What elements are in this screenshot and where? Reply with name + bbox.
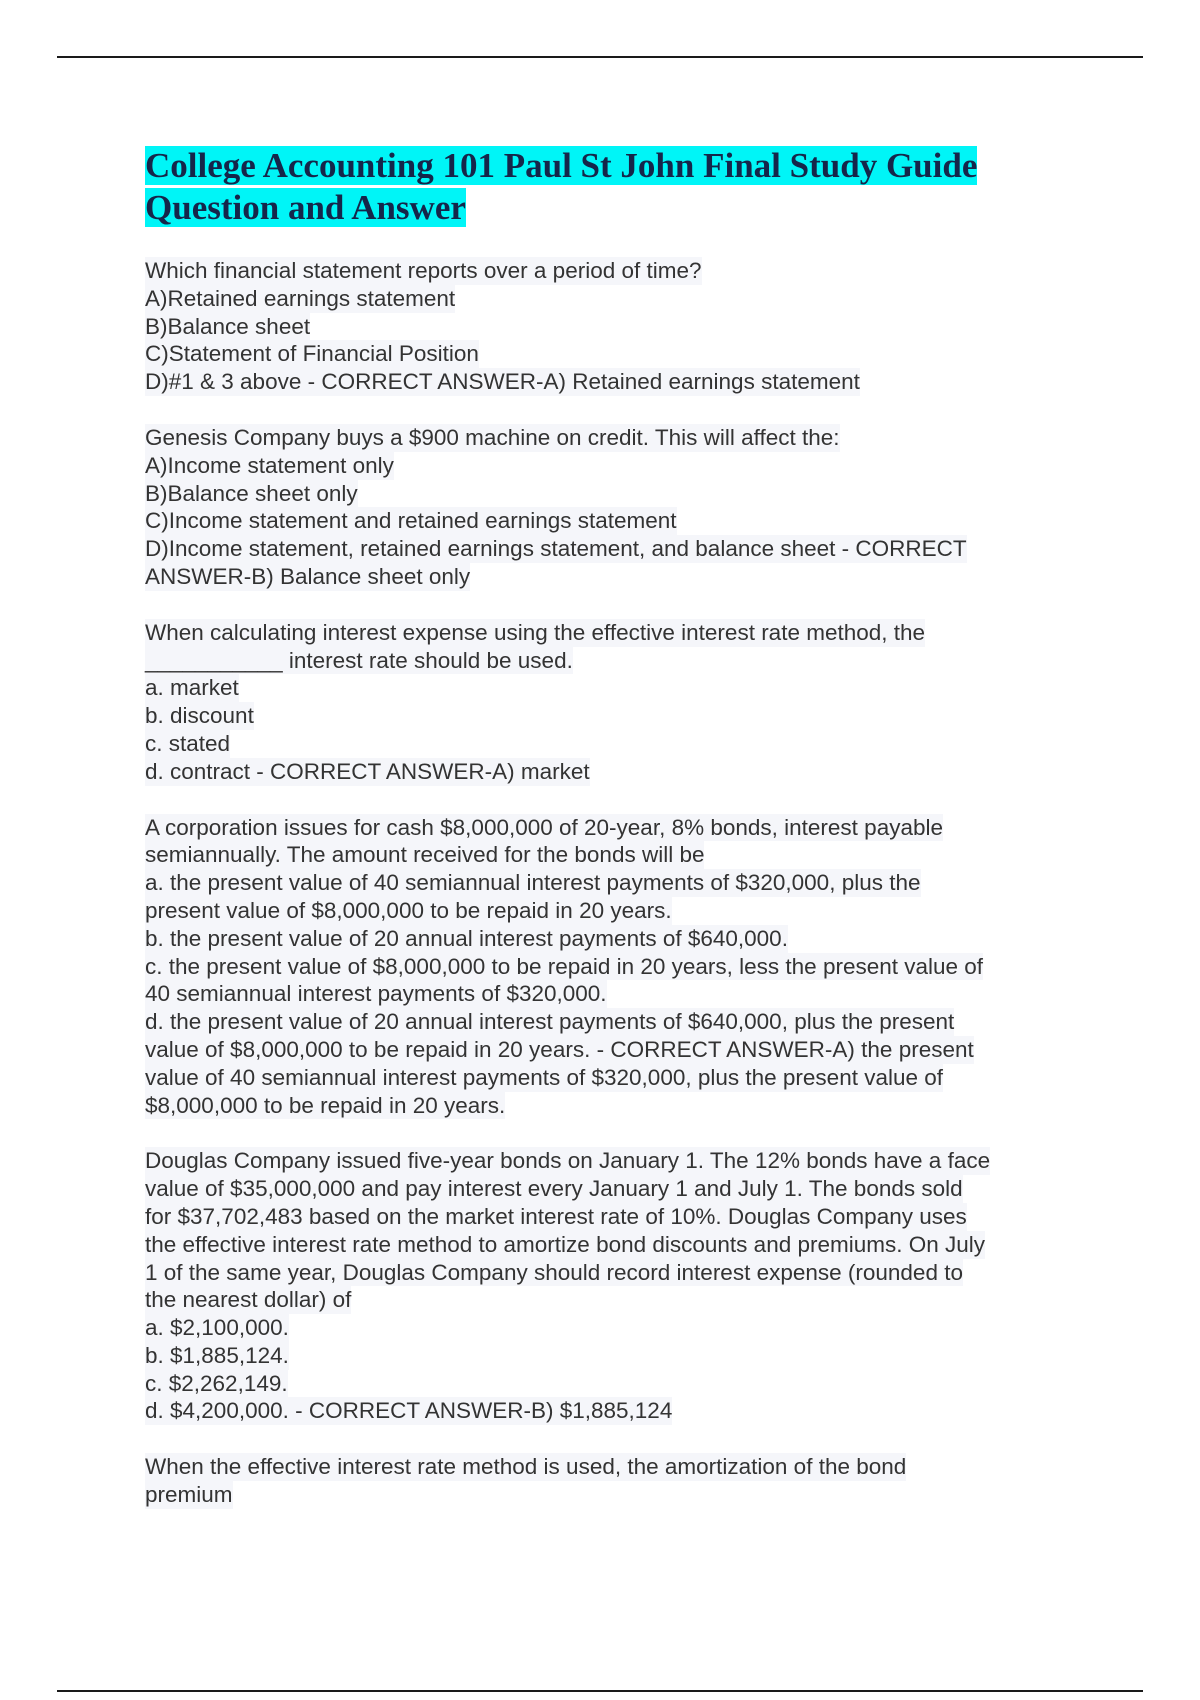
question-line: A)Income statement only xyxy=(145,452,394,478)
question-line: Which financial statement reports over a period of time? xyxy=(145,258,702,283)
question-line: D)#1 & 3 above - CORRECT ANSWER-A) Retained earnings statement xyxy=(145,369,860,395)
question-block xyxy=(145,257,1065,396)
question-line: premium xyxy=(145,1482,233,1508)
question-line: ___________ interest rate should be used. xyxy=(145,647,573,673)
top-rule xyxy=(57,56,1143,58)
question-line: c. the present value of $8,000,000 to be repaid in 20 years, less the present value of xyxy=(145,953,984,979)
question-line: c. $2,262,149. xyxy=(145,1370,288,1396)
question-line: d. contract - CORRECT ANSWER-A) market xyxy=(145,758,590,784)
question-line: $8,000,000 to be repaid in 20 years. xyxy=(145,1092,506,1118)
question-line: the effective interest rate method to amortize bond discounts and premiums. On July xyxy=(145,1231,986,1257)
question-line: the nearest dollar) of xyxy=(145,1287,352,1313)
question-line: present value of $8,000,000 to be repaid in 20 years. xyxy=(145,897,672,923)
question-line: Genesis Company buys a $900 machine on credit. This will affect the: xyxy=(145,424,840,450)
question-line: value of $35,000,000 and pay interest every January 1 and July 1. The bonds sold xyxy=(145,1176,963,1202)
question-line: for $37,702,483 based on the market interest rate of 10%. Douglas Company uses xyxy=(145,1203,967,1229)
question-line: a. market xyxy=(145,675,239,701)
question-line: c. stated xyxy=(145,730,231,756)
bottom-rule xyxy=(57,1690,1143,1692)
question-line: A corporation issues for cash $8,000,000 of 20-year, 8% bonds, interest payable xyxy=(145,814,944,840)
question-line: ANSWER-B) Balance sheet only xyxy=(145,563,471,589)
question-line: semiannually. The amount received for the bonds will be xyxy=(145,842,705,868)
question-line: d. the present value of 20 annual interest payments of $640,000, plus the present xyxy=(145,1009,955,1035)
document-title: College Accounting 101 Paul St John Final Study Guide Question and Answer xyxy=(145,146,978,227)
question-line: C)Income statement and retained earnings statement xyxy=(145,508,677,534)
question-line: b. $1,885,124. xyxy=(145,1342,289,1368)
question-line: a. $2,100,000. xyxy=(145,1315,289,1341)
question-line: b. the present value of 20 annual interest payments of $640,000. xyxy=(145,925,788,951)
question-line: a. the present value of 40 semiannual interest payments of $320,000, plus the xyxy=(145,870,921,896)
question-line: value of 40 semiannual interest payments of $320,000, plus the present value of xyxy=(145,1064,944,1090)
question-line: b. discount xyxy=(145,703,254,729)
question-block xyxy=(145,424,1065,591)
question-line: B)Balance sheet xyxy=(145,313,311,339)
question-block xyxy=(145,1453,1065,1509)
question-line: B)Balance sheet only xyxy=(145,480,358,506)
question-block xyxy=(145,814,1065,1120)
question-line: D)Income statement, retained earnings statement, and balance sheet - CORRECT xyxy=(145,536,967,562)
question-line: Douglas Company issued five-year bonds on January 1. The 12% bonds have a face xyxy=(145,1148,991,1174)
question-line: 1 of the same year, Douglas Company should record interest expense (rounded to xyxy=(145,1259,963,1285)
question-line: When the effective interest rate method is used, the amortization of the bond xyxy=(145,1454,907,1480)
question-block xyxy=(145,1147,1065,1425)
question-line: C)Statement of Financial Position xyxy=(145,341,479,367)
question-line: d. $4,200,000. - CORRECT ANSWER-B) $1,885,124 xyxy=(145,1398,673,1424)
question-line: 40 semiannual interest payments of $320,000. xyxy=(145,981,607,1007)
question-block xyxy=(145,619,1065,786)
question-line: value of $8,000,000 to be repaid in 20 years. - CORRECT ANSWER-A) the present xyxy=(145,1036,974,1062)
question-line: When calculating interest expense using the effective interest rate method, the xyxy=(145,619,926,645)
question-list xyxy=(145,257,1065,1509)
question-line: A)Retained earnings statement xyxy=(145,285,456,311)
document-body xyxy=(145,145,1065,1537)
